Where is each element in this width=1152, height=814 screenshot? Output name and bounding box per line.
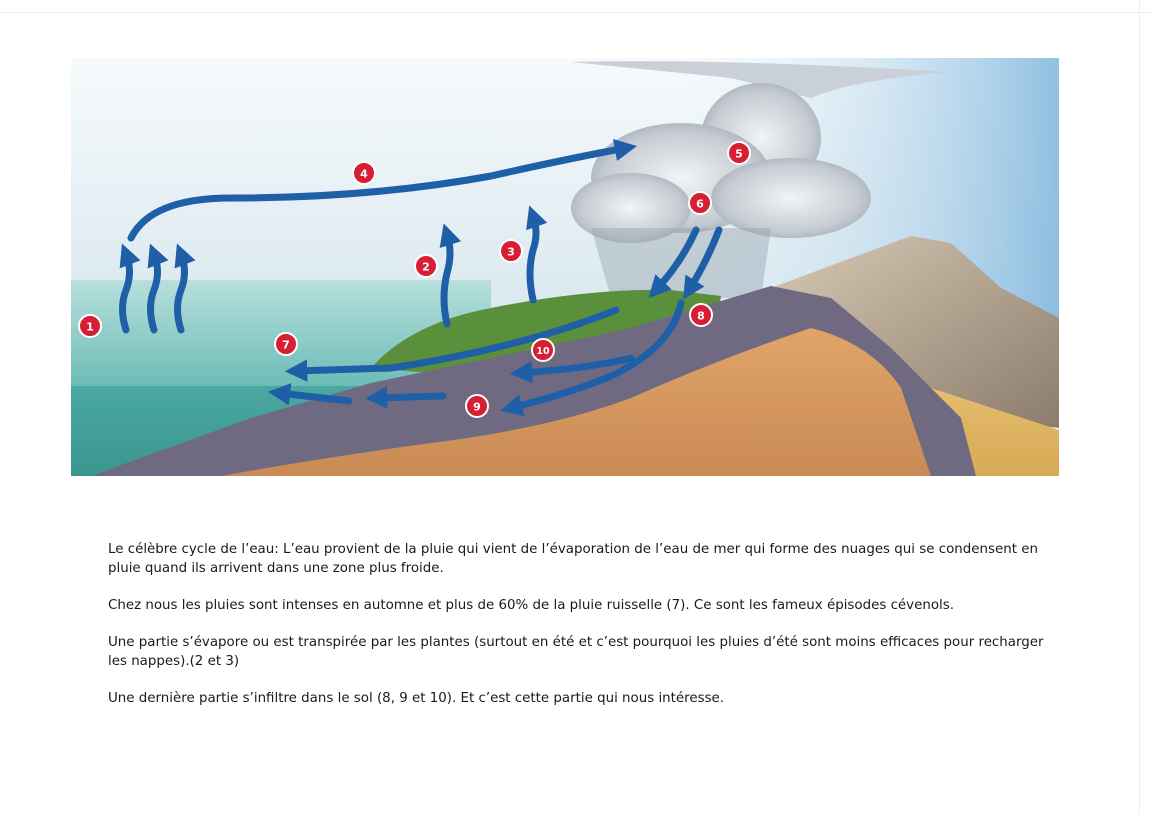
arrow-groundwater-9b xyxy=(376,396,443,398)
svg-text:3: 3 xyxy=(507,245,515,259)
caption-paragraph-1: Le célèbre cycle de l’eau: L’eau provient de la pluie qui vient de l’évaporation de l’eau de mer qui forme des nuages qui se condensent en pluie quand ils arrivent dans une zone plus froide. xyxy=(108,542,1038,576)
caption xyxy=(108,540,1048,726)
marker-4 xyxy=(353,162,375,184)
marker-5 xyxy=(728,142,750,164)
svg-text:6: 6 xyxy=(696,197,704,211)
marker-6 xyxy=(689,192,711,214)
marker-7 xyxy=(275,333,297,355)
caption-paragraph-2: Chez nous les pluies sont intenses en automne et plus de 60% de la pluie ruisselle (7). Ce sont les fameux épisodes cévenols. xyxy=(108,598,954,613)
marker-1 xyxy=(79,315,101,337)
water-cycle-diagram xyxy=(71,58,1059,476)
marker-3 xyxy=(500,240,522,262)
marker-8 xyxy=(690,304,712,326)
svg-text:10: 10 xyxy=(536,346,550,357)
caption-paragraph-3: Une partie s’évapore ou est transpirée par les plantes (surtout en été et c’est pourquoi les pluies d’été sont moins efficaces pour recharger les nappes).(2 et 3) xyxy=(108,635,1044,669)
svg-text:9: 9 xyxy=(473,400,481,414)
caption-paragraph-4: Une dernière partie s’infiltre dans le sol (8, 9 et 10). Et c’est cette partie qui nous intéresse. xyxy=(108,691,725,706)
marker-9 xyxy=(466,395,488,417)
marker-10 xyxy=(532,339,554,361)
svg-text:1: 1 xyxy=(86,320,94,334)
svg-text:2: 2 xyxy=(422,260,430,274)
scan-edge xyxy=(1139,0,1140,814)
svg-text:5: 5 xyxy=(735,147,743,161)
svg-text:8: 8 xyxy=(697,309,705,323)
scan-line xyxy=(0,12,1152,13)
svg-text:7: 7 xyxy=(282,338,290,352)
marker-2 xyxy=(415,255,437,277)
svg-text:4: 4 xyxy=(360,167,368,181)
